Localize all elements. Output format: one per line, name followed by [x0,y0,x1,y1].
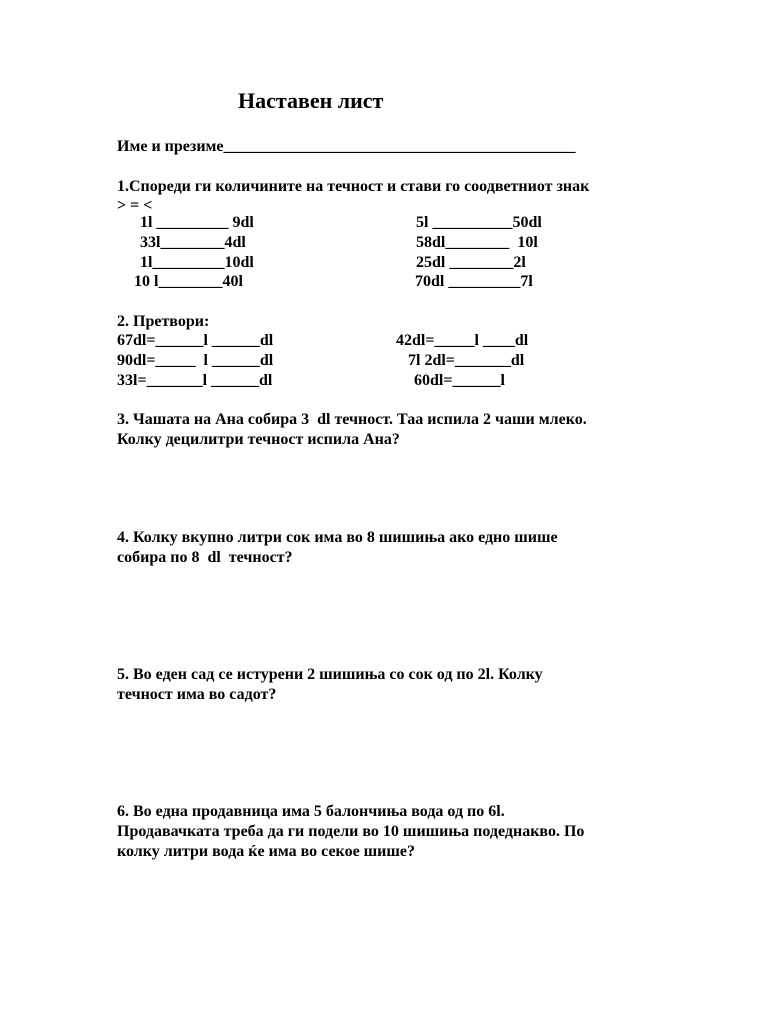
task1-left-item: 1l_________10dl [140,254,254,271]
task4-text-line: 4. Колку вкупно литри сок има во 8 шишиња ако едно шише [117,529,558,546]
task4-text-line: собира по 8 dl течност? [117,549,293,566]
task1-heading: 1.Спореди ги количините на течност и стави го соодветниот знак [117,178,590,195]
page-title: Наставен лист [238,88,384,113]
name-field-line: Име и презиме____________________________________________ [117,138,576,155]
task2-heading: 2. Претвори: [117,313,210,330]
task2-right-item: 7l 2dl=_______dl [408,352,525,369]
task6-text-line: колку литри вода ќе има во секое шише? [117,843,415,860]
task6-text-line: 6. Во една продавница има 5 балончиња вода од по 6l. [117,803,505,820]
task1-right-item: 70dl _________7l [415,273,533,290]
task3-text-line: Колку децилитри течност испила Ана? [117,431,400,448]
task1-left-item: 33l________4dl [140,234,246,251]
task1-right-item: 5l __________50dl [416,214,542,231]
task3-text-line: 3. Чашата на Ана собира 3 dl течност. Таа испила 2 чаши млеко. [117,411,587,428]
task1-signs: > = < [117,197,153,214]
task2-left-item: 67dl=______l ______dl [117,332,274,349]
task2-left-item: 90dl=_____ l ______dl [117,352,274,369]
task2-left-item: 33l=_______l ______dl [117,372,273,389]
task1-left-item: 1l _________ 9dl [140,214,254,231]
task1-right-item: 25dl ________2l [416,254,526,271]
task1-left-item: 10 l________40l [134,273,243,290]
task5-text-line: течност има во садот? [117,686,277,703]
task6-text-line: Продавачката треба да ги подели во 10 шишиња подеднакво. По [117,823,585,840]
task1-right-item: 58dl________ 10l [416,234,538,251]
task5-text-line: 5. Во еден сад се истурени 2 шишиња со сок од по 2l. Колку [117,666,543,683]
task2-right-item: 60dl=______l [414,372,505,389]
task2-right-item: 42dl=_____l ____dl [396,332,529,349]
